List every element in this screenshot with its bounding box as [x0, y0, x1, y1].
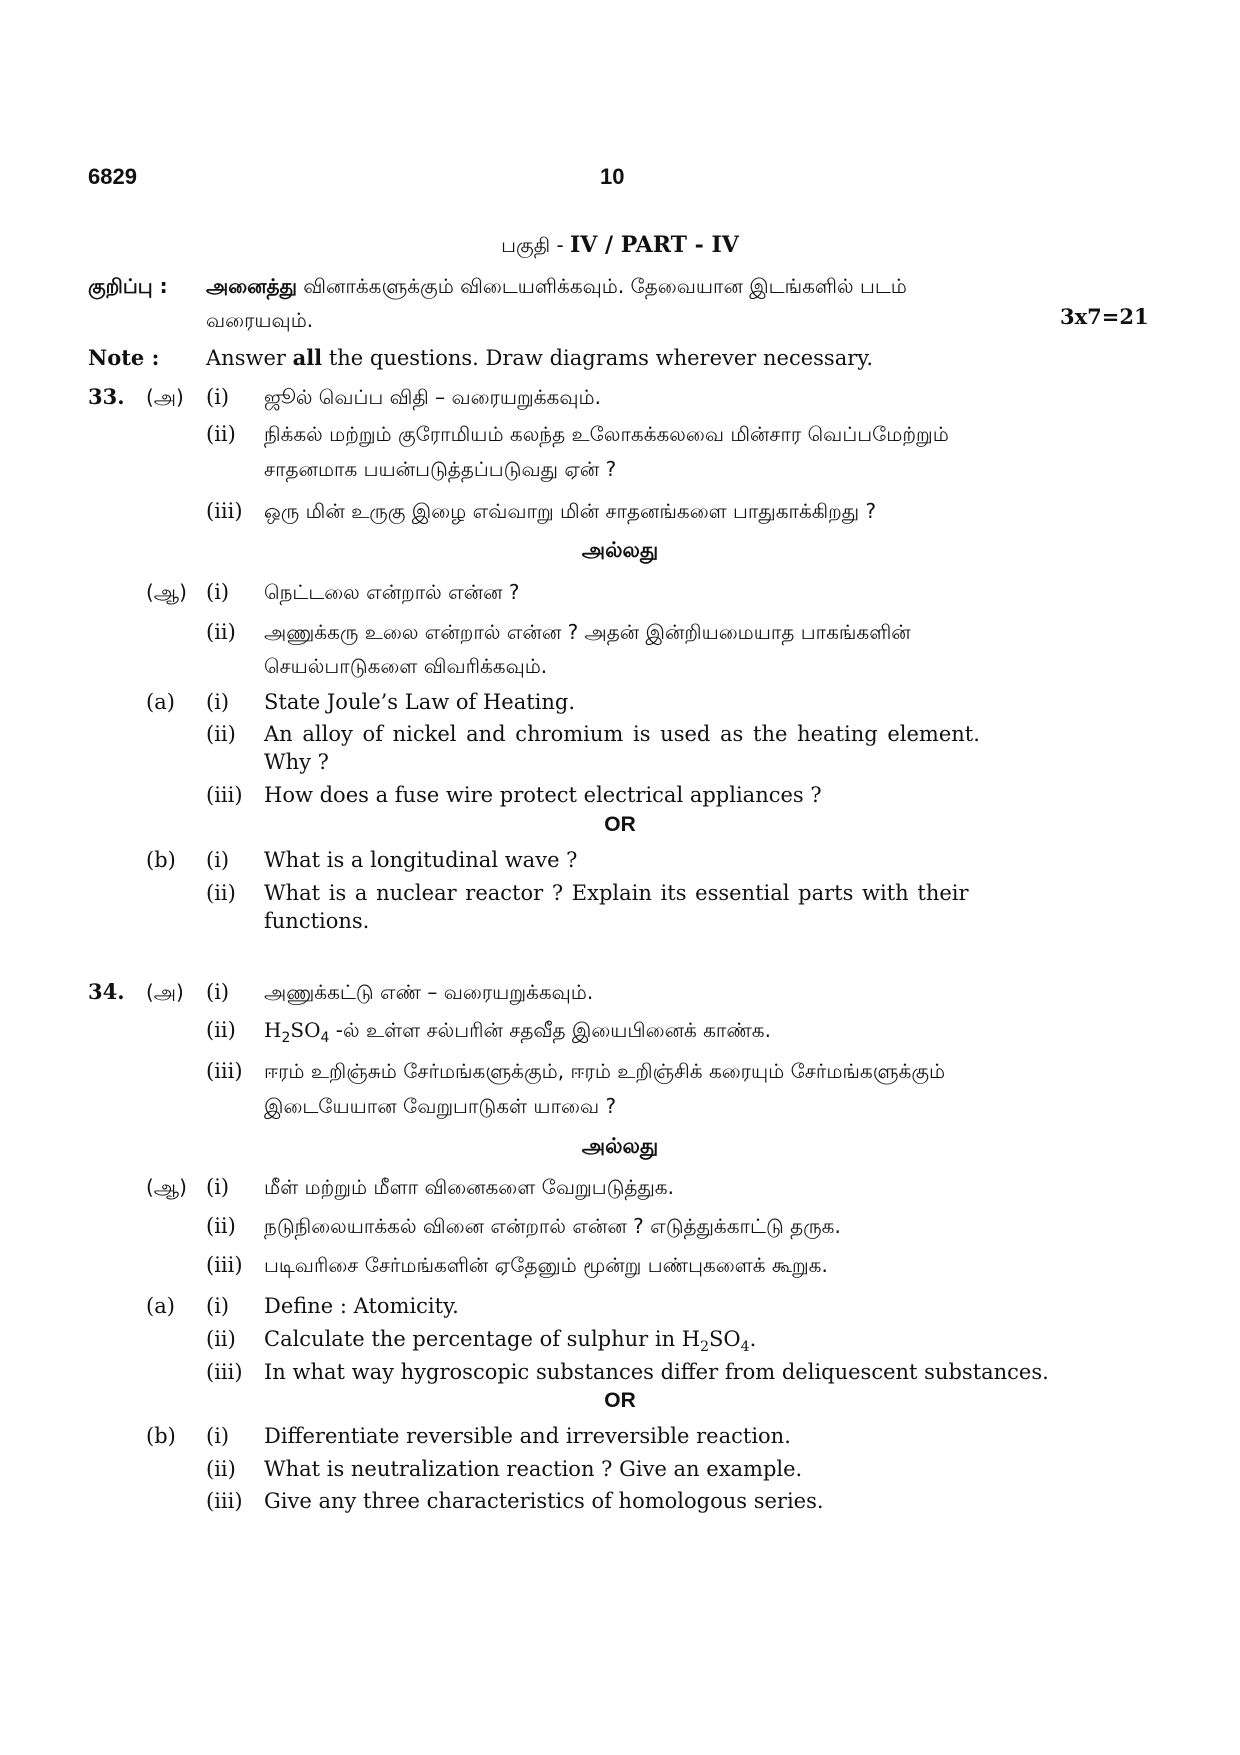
- q33-tamil-a-iii: ஒரு மின் உருகு இழை எவ்வாறு மின் சாதனங்களை பாதுகாக்கிறது ?: [264, 499, 877, 523]
- paper-code: 6829: [88, 164, 137, 189]
- q33-en-b-i: What is a longitudinal wave ?: [264, 848, 578, 872]
- q33-en-a-ii-line1: An alloy of nickel and chromium is used as the heating element.: [264, 722, 980, 746]
- roman-label: (iii): [206, 1360, 243, 1384]
- roman-label: (iii): [206, 1059, 243, 1083]
- q34-tamil-b-ii: நடுநிலையாக்கல் வினை என்றால் என்ன ? எடுத்துக்காட்டு தருக.: [264, 1214, 841, 1238]
- q34-en-b-label: (b): [146, 1424, 176, 1448]
- roman-label: (i): [206, 690, 230, 714]
- roman-label: (ii): [206, 1457, 236, 1481]
- q34-tamil-a-iii-line2: இடையேயான வேறுபாடுகள் யாவை ?: [264, 1094, 617, 1118]
- q33-en-b-ii-line1: What is a nuclear reactor ? Explain its essential parts with their: [264, 881, 969, 905]
- q33-en-a-i: State Joule’s Law of Heating.: [264, 690, 576, 714]
- marks-allocation: 3x7=21: [1060, 304, 1149, 329]
- q33-tamil-b-ii-line1: அணுக்கரு உலை என்றால் என்ன ? அதன் இன்றியமையாத பாகங்களின்: [264, 620, 911, 644]
- q33-en-a-ii-line2: Why ?: [264, 750, 329, 774]
- q34-tamil-b-label: (ஆ): [146, 1175, 187, 1199]
- q33-en-b-ii-line2: functions.: [264, 909, 370, 933]
- q34-en-b-iii: Give any three characteristics of homologous series.: [264, 1489, 824, 1513]
- q33-en-a-label: (a): [146, 690, 175, 714]
- roman-label: (ii): [206, 1018, 236, 1042]
- q33-tamil-b-i: நெட்டலை என்றால் என்ன ?: [264, 580, 520, 604]
- part-heading-bold: IV / PART - IV: [570, 232, 739, 258]
- q34-en-a-label: (a): [146, 1294, 175, 1318]
- roman-label: (i): [206, 1294, 230, 1318]
- q34-tamil-b-i: மீள் மற்றும் மீளா வினைகளை வேறுபடுத்துக.: [264, 1175, 674, 1199]
- roman-label: (i): [206, 385, 230, 409]
- q34-en-a-ii: Calculate the percentage of sulphur in $H_2SO_4$.: [264, 1327, 757, 1356]
- roman-label: (ii): [206, 881, 236, 905]
- q33-en-a-iii: How does a fuse wire protect electrical appliances ?: [264, 783, 822, 807]
- question-34-number: 34.: [88, 979, 125, 1004]
- q34-tamil-a-i: அணுக்கட்டு எண் – வரையறுக்கவும்.: [264, 980, 594, 1004]
- roman-label: (ii): [206, 620, 236, 644]
- roman-label: (ii): [206, 1214, 236, 1238]
- q34-en-b-ii: What is neutralization reaction ? Give an example.: [264, 1457, 803, 1481]
- q34-tamil-b-iii: படிவரிசை சேர்மங்களின் ஏதேனும் மூன்று பண்புகளைக் கூறுக.: [264, 1253, 828, 1277]
- q34-tamil-a-label: (அ): [146, 980, 184, 1004]
- q34-or-tamil: அல்லது: [581, 1134, 659, 1158]
- note-text: Answer all the questions. Draw diagrams wherever necessary.: [206, 345, 874, 370]
- q34-tamil-a-iii-line1: ஈரம் உறிஞ்சும் சேர்மங்களுக்கும், ஈரம் உறிஞ்சிக் கரையும் சேர்மங்களுக்கும்: [264, 1059, 946, 1083]
- q33-tamil-a-ii-line1: நிக்கல் மற்றும் குரோமியம் கலந்த உலோகக்கலவை மின்சார வெப்பமேற்றும்: [264, 422, 949, 446]
- q34-or-english: OR: [604, 1389, 636, 1412]
- q33-tamil-a-i: ஜூல் வெப்ப விதி – வரையறுக்கவும்.: [264, 385, 601, 409]
- question-33-number: 33.: [88, 384, 125, 409]
- q33-tamil-a-label: (அ): [146, 385, 184, 409]
- roman-label: (ii): [206, 722, 236, 746]
- part-heading: [0, 232, 1240, 260]
- q34-en-a-i: Define : Atomicity.: [264, 1294, 459, 1318]
- roman-label: (iii): [206, 783, 243, 807]
- tamil-instruction-line1: அனைத்து வினாக்களுக்கும் விடையளிக்கவும். தேவையான இடங்களில் படம்: [206, 274, 907, 298]
- roman-label: (iii): [206, 1489, 243, 1513]
- roman-label: (ii): [206, 1327, 236, 1351]
- q33-tamil-a-ii-line2: சாதனமாக பயன்படுத்தப்படுவது ஏன் ?: [264, 457, 617, 481]
- roman-label: (iii): [206, 1253, 243, 1277]
- tamil-instruction-line2: வரையவும்.: [206, 308, 314, 332]
- roman-label: (iii): [206, 499, 243, 523]
- roman-label: (i): [206, 580, 230, 604]
- roman-label: (i): [206, 1424, 230, 1448]
- roman-label: (i): [206, 848, 230, 872]
- page-number: 10: [600, 164, 625, 189]
- tamil-instruction-label: குறிப்பு :: [88, 274, 168, 298]
- q33-tamil-b-ii-line2: செயல்பாடுகளை விவரிக்கவும்.: [264, 654, 548, 678]
- q33-tamil-b-label: (ஆ): [146, 580, 187, 604]
- roman-label: (i): [206, 1175, 230, 1199]
- q33-or-english: OR: [604, 813, 636, 836]
- q34-tamil-a-ii: $H_2SO_4$ -ல் உள்ள சல்பரின் சதவீத இயைபினைக் காண்க.: [264, 1018, 771, 1046]
- roman-label: (i): [206, 980, 230, 1004]
- q33-or-tamil: அல்லது: [581, 538, 659, 562]
- roman-label: (ii): [206, 422, 236, 446]
- q34-en-b-i: Differentiate reversible and irreversible reaction.: [264, 1424, 791, 1448]
- q33-en-b-label: (b): [146, 848, 176, 872]
- part-heading-tamil: பகுதி -: [501, 233, 571, 257]
- q34-en-a-iii: In what way hygroscopic substances differ from deliquescent substances.: [264, 1360, 1049, 1384]
- note-label: Note :: [88, 345, 160, 370]
